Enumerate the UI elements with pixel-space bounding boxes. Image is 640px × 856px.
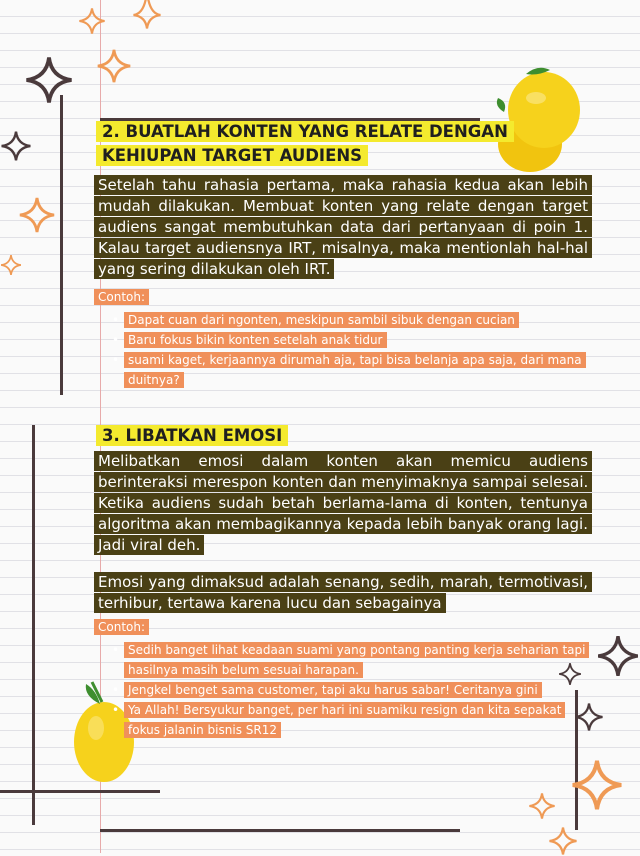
section-heading bbox=[96, 424, 536, 448]
section-heading bbox=[96, 120, 536, 168]
list-item: • Jengkel benget sama customer, tapi aku harus sabar! Ceritanya gini bbox=[108, 680, 588, 700]
sparkle-icon bbox=[0, 126, 32, 166]
sparkle-icon bbox=[570, 754, 624, 816]
sparkle-icon bbox=[24, 52, 74, 108]
sparkle-icon bbox=[528, 790, 556, 822]
frame-line bbox=[60, 95, 63, 395]
list-item: • Sedih banget lihat keadaan suami yang pontang panting kerja seharian tapi hasilnya masih belum sesuai harapan. bbox=[108, 640, 588, 680]
section-3-heading-text: 3. LIBATKAN EMOSI bbox=[96, 425, 288, 446]
section-2-paragraph: Setelah tahu rahasia pertama, maka rahasia kedua akan lebih mudah dilakukan. Membuat konten yang relate dengan target audiens sangat membutuhkan data dari pertanyaan di poin 1. Kalau target audiensnya IRT, misalnya, maka mentionlah hal-hal yang sering dilakukan oleh IRT. bbox=[94, 175, 592, 280]
example-label: Contoh: bbox=[94, 290, 149, 304]
example-list bbox=[108, 310, 588, 390]
frame-line bbox=[32, 425, 35, 825]
list-item: • Ya Allah! Bersyukur banget, per hari ini suamiku resign dan kita sepakat fokus jalanin bisnis SR12 bbox=[108, 700, 588, 740]
sparkle-icon bbox=[78, 6, 106, 36]
sparkle-icon bbox=[18, 192, 56, 238]
example-list bbox=[108, 640, 588, 740]
frame-line bbox=[100, 829, 460, 832]
example-label: Contoh: bbox=[94, 620, 149, 634]
sparkle-icon bbox=[548, 826, 578, 856]
list-item: • Dapat cuan dari ngonten, meskipun sambil sibuk dengan cucian bbox=[108, 310, 588, 330]
sparkle-icon bbox=[124, 0, 170, 30]
sparkle-icon bbox=[0, 250, 22, 280]
sparkle-icon bbox=[596, 630, 640, 682]
section-3-paragraph-2: Emosi yang dimaksud adalah senang, sedih, marah, termotivasi, terhibur, tertawa karena lucu dan sebagainya bbox=[94, 572, 592, 614]
list-item: • suami kaget, kerjaannya dirumah aja, tapi bisa belanja apa saja, dari mana duitnya? bbox=[108, 350, 588, 390]
sparkle-icon bbox=[96, 44, 132, 88]
section-2-heading-text: 2. BUATLAH KONTEN YANG RELATE DENGAN KEHIUPAN TARGET AUDIENS bbox=[96, 121, 514, 166]
section-3-paragraph: Melibatkan emosi dalam konten akan memicu audiens berinteraksi merespon konten dan menyimaknya sampai selesai. Ketika audiens sudah betah berlama-lama di konten, tentunya algoritma akan membagikannya kepada lebih banyak orang lagi. Jadi viral deh. bbox=[94, 451, 592, 556]
list-item: • Baru fokus bikin konten setelah anak tidur bbox=[108, 330, 588, 350]
